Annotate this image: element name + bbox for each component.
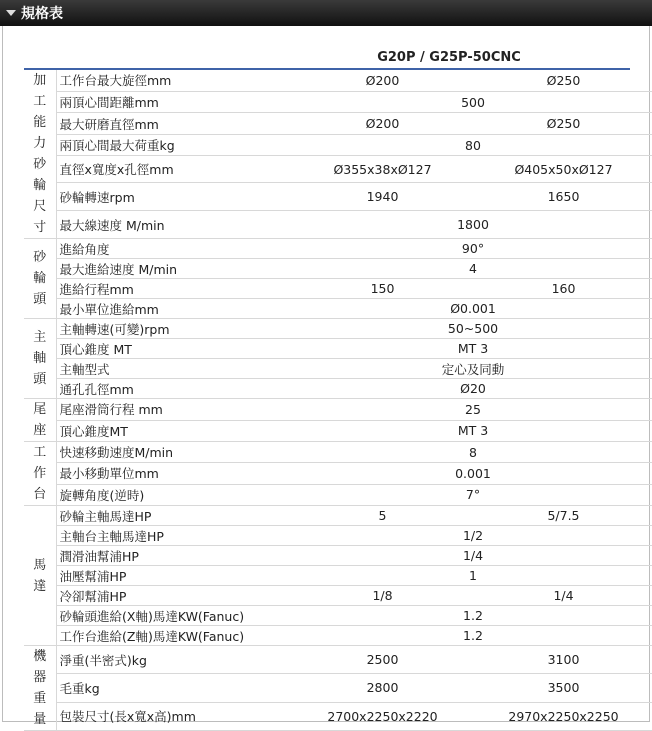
category-label: 工 作 台	[24, 442, 56, 506]
spec-value-shared: 1/2	[292, 526, 652, 546]
spec-row	[24, 134, 652, 155]
spec-row	[24, 420, 652, 442]
spec-row	[24, 526, 652, 546]
spec-row	[24, 211, 652, 239]
model-header-row	[0, 48, 630, 68]
category-label: 馬 達	[24, 506, 56, 646]
spec-name: 直徑x寬度x孔徑mm	[56, 156, 292, 183]
spec-name: 砂輪頭進給(X軸)馬達KW(Fanuc)	[56, 606, 292, 626]
spec-name: 最大線速度 M/min	[56, 211, 292, 239]
spec-name: 砂輪轉速rpm	[56, 183, 292, 211]
spec-value-shared: 0.001	[292, 463, 652, 484]
spec-name: 兩頂心間距離mm	[56, 91, 292, 112]
spec-name: 包裝尺寸(長x寬x高)mm	[56, 702, 292, 730]
spec-row	[24, 379, 652, 399]
spec-row	[24, 70, 652, 91]
spec-name: 冷卻幫浦HP	[56, 586, 292, 606]
spec-value-shared: MT 3	[292, 420, 652, 442]
spec-value-g20: 5	[292, 506, 473, 526]
spec-value-shared: 1.2	[292, 626, 652, 646]
spec-value-g25: 3100	[473, 646, 652, 674]
spec-name: 快速移動速度M/min	[56, 442, 292, 463]
spec-value-g20: 150	[292, 279, 473, 299]
spec-row	[24, 259, 652, 279]
spec-row	[24, 399, 652, 421]
spec-name: 進給角度	[56, 239, 292, 259]
spec-value-shared: MT 3	[292, 339, 652, 359]
spec-value-shared: 50~500	[292, 319, 652, 339]
spec-row	[24, 156, 652, 183]
spec-value-g25: 1/4	[473, 586, 652, 606]
spec-row	[24, 91, 652, 112]
spec-value-shared: 7°	[292, 484, 652, 505]
spec-row	[24, 442, 652, 463]
spec-value-shared: 500	[292, 91, 652, 112]
spec-row	[24, 674, 652, 702]
spec-name: 尾座滑筒行程 mm	[56, 399, 292, 421]
spec-value-g25: 5/7.5	[473, 506, 652, 526]
spec-value-shared: 1800	[292, 211, 652, 239]
spec-name: 砂輪主軸馬達HP	[56, 506, 292, 526]
spec-row	[24, 646, 652, 674]
spec-value-g25: Ø250	[473, 113, 652, 134]
spec-value-shared: 25	[292, 399, 652, 421]
spec-value-g20: 2500	[292, 646, 473, 674]
spec-row	[24, 279, 652, 299]
spec-name: 旋轉角度(逆時)	[56, 484, 292, 505]
spec-name: 最大進給速度 M/min	[56, 259, 292, 279]
spec-name: 兩頂心間最大荷重kg	[56, 134, 292, 155]
spec-value-shared: 90°	[292, 239, 652, 259]
spec-value-g20: 2700x2250x2220	[292, 702, 473, 730]
spec-row	[24, 586, 652, 606]
spec-value-shared: 定心及同動	[292, 359, 652, 379]
spec-row	[24, 339, 652, 359]
spec-row	[24, 359, 652, 379]
spec-row	[24, 506, 652, 526]
spec-value-g25: 1650	[473, 183, 652, 211]
spec-name: 工作台進給(Z軸)馬達KW(Fanuc)	[56, 626, 292, 646]
spec-value-g25: Ø405x50xØ127	[473, 156, 652, 183]
spec-row	[24, 299, 652, 319]
spec-value-g25: 160	[473, 279, 652, 299]
spec-name: 毛重kg	[56, 674, 292, 702]
spec-name: 淨重(半密式)kg	[56, 646, 292, 674]
category-label: 主 軸 頭	[24, 319, 56, 399]
spec-name: 通孔孔徑mm	[56, 379, 292, 399]
spec-row	[24, 566, 652, 586]
spec-name: 最小單位進給mm	[56, 299, 292, 319]
spec-value-g20: Ø200	[292, 113, 473, 134]
spec-value-shared: 8	[292, 442, 652, 463]
spec-value-g20: Ø200	[292, 70, 473, 91]
spec-table	[24, 70, 652, 731]
spec-row	[24, 546, 652, 566]
spec-name: 油壓幫浦HP	[56, 566, 292, 586]
spec-value-shared: 1	[292, 566, 652, 586]
spec-name: 主軸轉速(可變)rpm	[56, 319, 292, 339]
spec-row	[24, 702, 652, 730]
spec-value-g25: 3500	[473, 674, 652, 702]
spec-value-shared: 1.2	[292, 606, 652, 626]
category-label: 尾 座	[24, 399, 56, 442]
section-header[interactable]	[0, 0, 652, 26]
spec-row	[24, 113, 652, 134]
spec-name: 工作台最大旋徑mm	[56, 70, 292, 91]
spec-value-shared: 80	[292, 134, 652, 155]
spec-name: 主軸台主軸馬達HP	[56, 526, 292, 546]
category-label: 機 器 重 量	[24, 646, 56, 731]
spec-value-shared: Ø20	[292, 379, 652, 399]
spec-name: 最小移動單位mm	[56, 463, 292, 484]
spec-value-shared: 1/4	[292, 546, 652, 566]
spec-name: 最大研磨直徑mm	[56, 113, 292, 134]
spec-name: 進給行程mm	[56, 279, 292, 299]
spec-name: 頂心錐度MT	[56, 420, 292, 442]
model-names: G20P / G25P-50CNC	[377, 50, 521, 65]
spec-value-g20: 1940	[292, 183, 473, 211]
spec-name: 頂心錐度 MT	[56, 339, 292, 359]
spec-value-g25: Ø250	[473, 70, 652, 91]
spec-row	[24, 626, 652, 646]
spec-row	[24, 319, 652, 339]
spec-row	[24, 463, 652, 484]
spec-row	[24, 484, 652, 505]
collapse-triangle-icon[interactable]	[6, 10, 16, 16]
spec-row	[24, 183, 652, 211]
category-label: 砂 輪 頭	[24, 239, 56, 319]
spec-value-g20: Ø355x38xØ127	[292, 156, 473, 183]
spec-name: 潤滑油幫浦HP	[56, 546, 292, 566]
spec-row	[24, 606, 652, 626]
spec-value-shared: Ø0.001	[292, 299, 652, 319]
category-label: 加 工 能 力 砂 輪 尺 寸	[24, 70, 56, 239]
spec-value-g25: 2970x2250x2250	[473, 702, 652, 730]
spec-row	[24, 239, 652, 259]
section-title: 規格表	[21, 6, 63, 22]
spec-value-shared: 4	[292, 259, 652, 279]
spec-name: 主軸型式	[56, 359, 292, 379]
spec-value-g20: 2800	[292, 674, 473, 702]
spec-value-g20: 1/8	[292, 586, 473, 606]
